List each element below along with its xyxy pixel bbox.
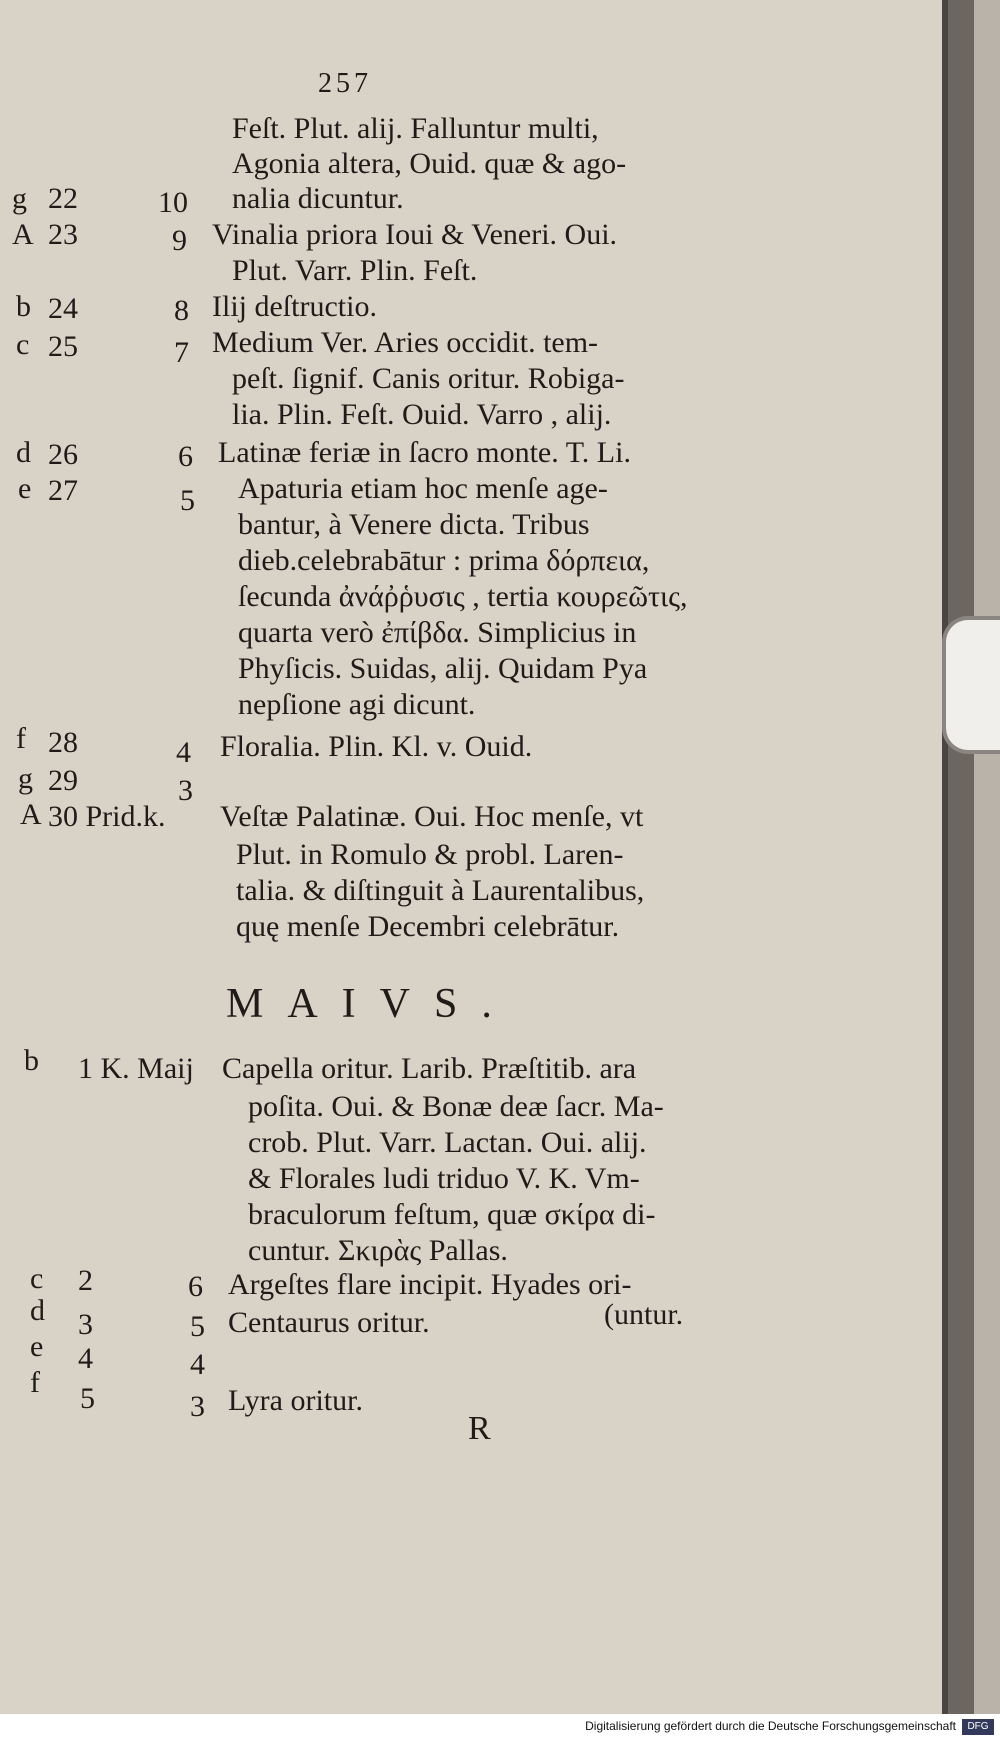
text-line: Feſt. Plut. alij. Falluntur multi, (232, 112, 599, 145)
day-number: 5 (80, 1382, 95, 1415)
count-number: 5 (180, 484, 195, 517)
month-heading: MAIVS. (226, 981, 516, 1027)
text-line: nalia dicuntur. (232, 182, 404, 215)
dfg-logo: DFG (962, 1719, 994, 1735)
text-line: peſt. ſignif. Canis oritur. Robiga- (232, 362, 625, 395)
page-edge (974, 0, 1000, 1714)
text-line: & Florales ludi triduo V. K. Vm- (248, 1162, 640, 1195)
text-line: ſecunda ἀνάῤῥυσις , tertia κουρεῶτις, (238, 580, 688, 613)
text-line: Floralia. Plin. Kl. v. Ouid. (220, 730, 533, 763)
count-number: 3 (190, 1390, 205, 1423)
text-line: Plut. in Romulo & probl. Laren- (236, 838, 624, 871)
day-number: 23 (48, 218, 78, 251)
text-line: bantur, à Venere dicta. Tribus (238, 508, 590, 541)
dominical-letter: f (30, 1366, 40, 1399)
count-number: 10 (158, 186, 188, 219)
day-number: 29 (48, 764, 78, 797)
text-line: Latinæ feriæ in ſacro monte. T. Li. (218, 436, 631, 469)
day-number: 25 (48, 330, 78, 363)
dominical-letter: A (12, 218, 34, 251)
dominical-letter: A (20, 798, 42, 831)
text-line: cuntur. Σκιρὰς Pallas. (248, 1234, 508, 1267)
text-line: Apaturia etiam hoc menſe age- (238, 472, 608, 505)
count-number: 6 (178, 440, 193, 473)
text-line: Phyſicis. Suidas, alij. Quidam Pya (238, 652, 648, 685)
dominical-letter: e (30, 1330, 44, 1363)
day-number: 24 (48, 292, 78, 325)
dominical-letter: b (24, 1044, 39, 1077)
count-number: 6 (188, 1270, 203, 1303)
count-number: 7 (174, 336, 189, 369)
page-tab (942, 616, 1000, 754)
text-line: Medium Ver. Aries occidit. tem- (212, 326, 599, 359)
text-line: dieb.celebrabātur : prima δόρπεια, (238, 544, 650, 577)
text-line: lia. Plin. Feſt. Ouid. Varro , alij. (232, 398, 612, 431)
page-number: 257 (318, 68, 372, 99)
footer-credit: Digitalisierung gefördert durch die Deutsche Forschungsgemeinschaft (585, 1719, 956, 1733)
text-line: (untur. (604, 1298, 684, 1331)
count-number: 3 (178, 774, 193, 807)
text-line: poſita. Oui. & Bonæ deæ ſacr. Ma- (248, 1090, 664, 1123)
day-number: 1 K. Maij (78, 1052, 194, 1085)
text-line: Agonia altera, Ouid. quæ & ago- (232, 147, 627, 180)
page-edge (948, 0, 974, 1714)
dominical-letter: e (18, 472, 32, 505)
text-line: Veſtæ Palatinæ. Oui. Hoc menſe, vt (220, 800, 644, 833)
text-line: quarta verò ἐπίβδα. Simplicius in (238, 616, 637, 649)
dominical-letter: g (18, 762, 33, 795)
dominical-letter: d (30, 1294, 45, 1327)
day-number: 4 (78, 1342, 93, 1375)
text-line: Ilij deſtructio. (212, 290, 377, 323)
dominical-letter: g (12, 182, 27, 215)
text-line: braculorum feſtum, quæ σκίρα di- (248, 1198, 656, 1231)
day-number: 27 (48, 474, 78, 507)
dominical-letter: d (16, 436, 31, 469)
text-line: crob. Plut. Varr. Lactan. Oui. alij. (248, 1126, 647, 1159)
dominical-letter: c (16, 328, 30, 361)
count-number: 4 (176, 736, 191, 769)
day-number: 22 (48, 182, 78, 215)
dominical-letter: b (16, 290, 31, 323)
count-number: 4 (190, 1348, 205, 1381)
day-number: 3 (78, 1308, 93, 1341)
count-number: 5 (190, 1310, 205, 1343)
day-number: 2 (78, 1264, 93, 1297)
dominical-letter: c (30, 1262, 44, 1295)
count-number: 9 (172, 224, 187, 257)
day-number: 28 (48, 726, 78, 759)
text-line: nepſione agi dicunt. (238, 688, 476, 721)
signature-mark: R (468, 1410, 491, 1447)
text-line: Plut. Varr. Plin. Feſt. (232, 254, 478, 287)
footer (0, 1714, 1000, 1740)
text-line: Argeſtes flare incipit. Hyades ori- (228, 1268, 632, 1301)
text-line: Centaurus oritur. (228, 1306, 430, 1339)
text-line: Lyra oritur. (228, 1384, 363, 1417)
dominical-letter: f (16, 722, 26, 755)
day-number: 26 (48, 438, 78, 471)
count-number: 8 (174, 294, 189, 327)
text-line: Vinalia priora Ioui & Veneri. Oui. (212, 218, 618, 251)
text-line: Capella oritur. Larib. Præſtitib. ara (222, 1052, 637, 1085)
text-line: talia. & diſtinguit à Laurentalibus, (236, 874, 645, 907)
text-line: quę menſe Decembri celebrātur. (236, 910, 620, 943)
day-number: 30 Prid.k. (48, 800, 166, 833)
